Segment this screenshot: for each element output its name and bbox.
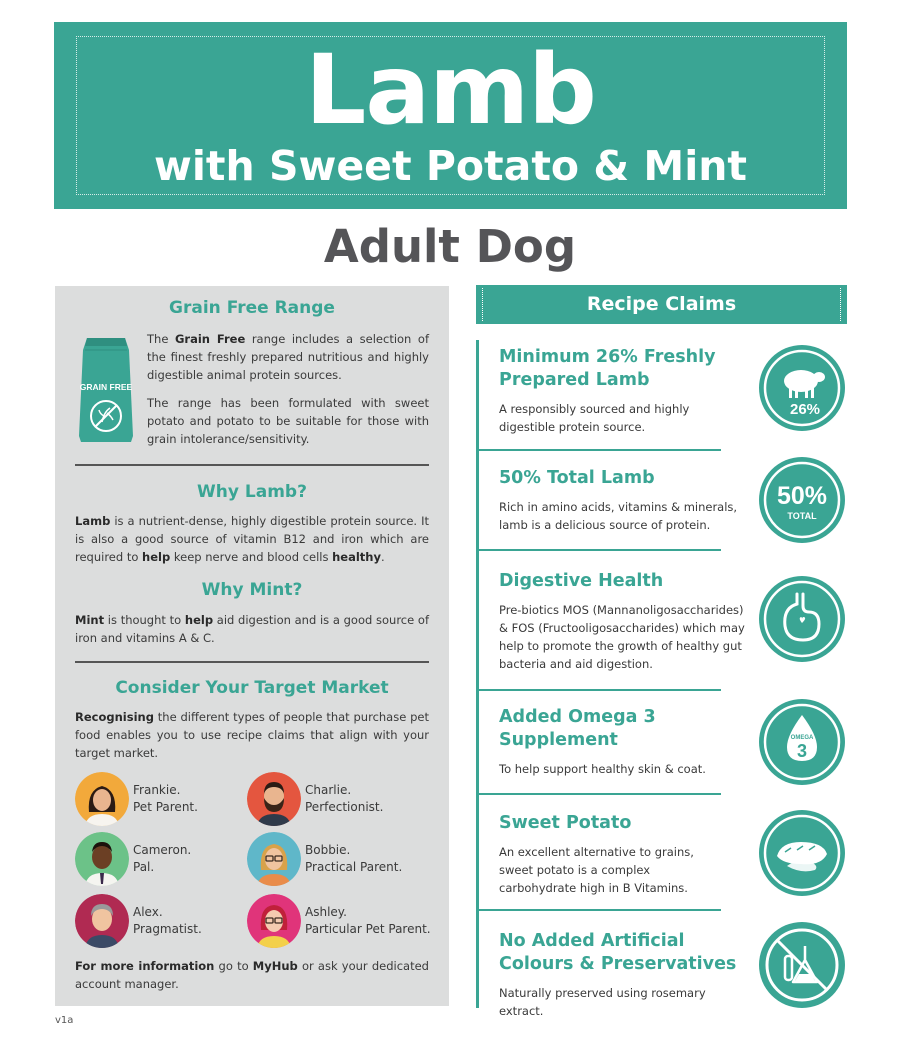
badge-text: OMEGA	[790, 735, 814, 741]
claim-title: Sweet Potato	[499, 813, 632, 833]
claim-text: Rich in amino acids, vitamins & minerals, lamb is a delicious source of protein.	[499, 500, 738, 532]
percent-badge-icon	[757, 455, 847, 545]
omega-drop-icon	[757, 697, 847, 787]
recipe-claims-title: Recipe Claims	[586, 293, 737, 315]
stomach-icon	[757, 574, 847, 664]
sweet-potato-icon	[757, 808, 847, 898]
grain-free-paragraph-2: The range has been formulated with sweet potato and potato to be suitable for those with grain intolerance/sensitivity.	[147, 396, 429, 446]
more-info-text: For more information go to MyHub or ask your dedicated account manager.	[75, 959, 429, 991]
avatar	[75, 832, 129, 886]
claim-digestive-health	[499, 570, 749, 673]
info-panel	[55, 286, 449, 1006]
grain-free-paragraph-1: The Grain Free range includes a selection of the finest freshly prepared nutritious and highly digestible animal protein sources.	[147, 332, 429, 382]
persona-bobbie	[247, 832, 417, 886]
claim-no-artificial	[499, 930, 749, 1020]
persona-name: Ashley.	[305, 905, 347, 919]
persona-name: Bobbie.	[305, 843, 351, 857]
persona-name: Alex.	[133, 905, 163, 919]
persona-charlie	[247, 772, 417, 826]
persona-role: Pet Parent.	[133, 800, 198, 814]
why-lamb-heading: Why Lamb?	[197, 482, 307, 502]
bag-label: GRAIN FREE	[79, 382, 133, 392]
why-mint-heading: Why Mint?	[201, 580, 303, 600]
product-subtitle: with Sweet Potato & Mint	[153, 142, 748, 190]
avatar	[247, 772, 301, 826]
grain-free-heading: Grain Free Range	[169, 298, 335, 318]
version-label: v1a	[55, 1015, 74, 1026]
claim-text: An excellent alternative to grains, sweet potato is a complex carbohydrate high in B Vitamins.	[499, 845, 694, 895]
avatar	[247, 894, 301, 948]
header-banner	[54, 22, 847, 209]
claim-title: 50% Total Lamb	[499, 468, 655, 488]
claims-vertical-rule	[476, 340, 479, 1008]
claim-total-lamb	[499, 467, 749, 534]
claim-title: Digestive Health	[499, 571, 664, 591]
claim-divider	[476, 549, 721, 551]
persona-ashley	[247, 894, 431, 948]
avatar	[247, 832, 301, 886]
persona-role: Particular Pet Parent.	[305, 922, 431, 936]
persona-frankie	[75, 772, 245, 826]
claim-title: No Added Artificial Colours & Preservatives	[499, 931, 737, 974]
target-market-heading: Consider Your Target Market	[115, 678, 389, 698]
why-lamb-text: Lamb is a nutrient-dense, highly digestible protein source. It is also a good source of vitamin B12 and iron which are required to help keep nerve and blood cells healthy.	[75, 514, 429, 564]
persona-name: Frankie.	[133, 783, 181, 797]
no-chemicals-icon	[757, 920, 847, 1010]
persona-name: Charlie.	[305, 783, 352, 797]
claim-divider	[476, 449, 721, 451]
sheep-icon	[757, 343, 847, 433]
why-mint-text: Mint is thought to help aid digestion and is a good source of iron and vitamins A & C.	[75, 613, 430, 645]
claim-sweet-potato	[499, 812, 749, 897]
claim-text: To help support healthy skin & coat.	[499, 762, 706, 776]
avatar	[75, 772, 129, 826]
grain-free-bag-icon	[77, 336, 135, 444]
badge-text: 50%	[776, 482, 828, 510]
claim-text: A responsibly sourced and highly digestible protein source.	[499, 402, 690, 434]
claim-text: Pre-biotics MOS (Mannanoligosaccharides) & FOS (Fructooligosaccharides) which may help to promote the growth of healthy gut bacteria and aid digestion.	[499, 603, 745, 671]
badge-subtext: 3	[796, 741, 808, 761]
claim-fresh-lamb	[499, 346, 749, 436]
target-market-text: Recognising the different types of people that purchase pet food enables you to use recipe claims that align with your target market.	[75, 710, 429, 760]
persona-role: Practical Parent.	[305, 860, 403, 874]
persona-name: Cameron.	[133, 843, 192, 857]
avatar	[75, 894, 129, 948]
persona-role: Perfectionist.	[305, 800, 384, 814]
myhub-link[interactable]: MyHub	[252, 959, 298, 973]
persona-cameron	[75, 832, 245, 886]
badge-subtext: TOTAL	[787, 511, 817, 521]
claim-omega-3	[499, 706, 749, 778]
divider	[75, 464, 429, 466]
recipe-claims-header	[476, 285, 847, 324]
claim-divider	[476, 793, 721, 795]
divider	[75, 661, 429, 663]
claim-divider	[476, 689, 721, 691]
persona-role: Pal.	[133, 860, 155, 874]
persona-alex	[75, 894, 245, 948]
page-title: Adult Dog	[323, 220, 577, 273]
claim-title: Minimum 26% Freshly Prepared Lamb	[499, 347, 716, 390]
persona-role: Pragmatist.	[133, 922, 202, 936]
claim-divider	[476, 909, 721, 911]
claim-title: Added Omega 3 Supplement	[499, 707, 656, 750]
claim-text: Naturally preserved using rosemary extract.	[499, 986, 706, 1018]
product-title: Lamb	[305, 34, 596, 146]
badge-text: 26%	[789, 401, 821, 418]
